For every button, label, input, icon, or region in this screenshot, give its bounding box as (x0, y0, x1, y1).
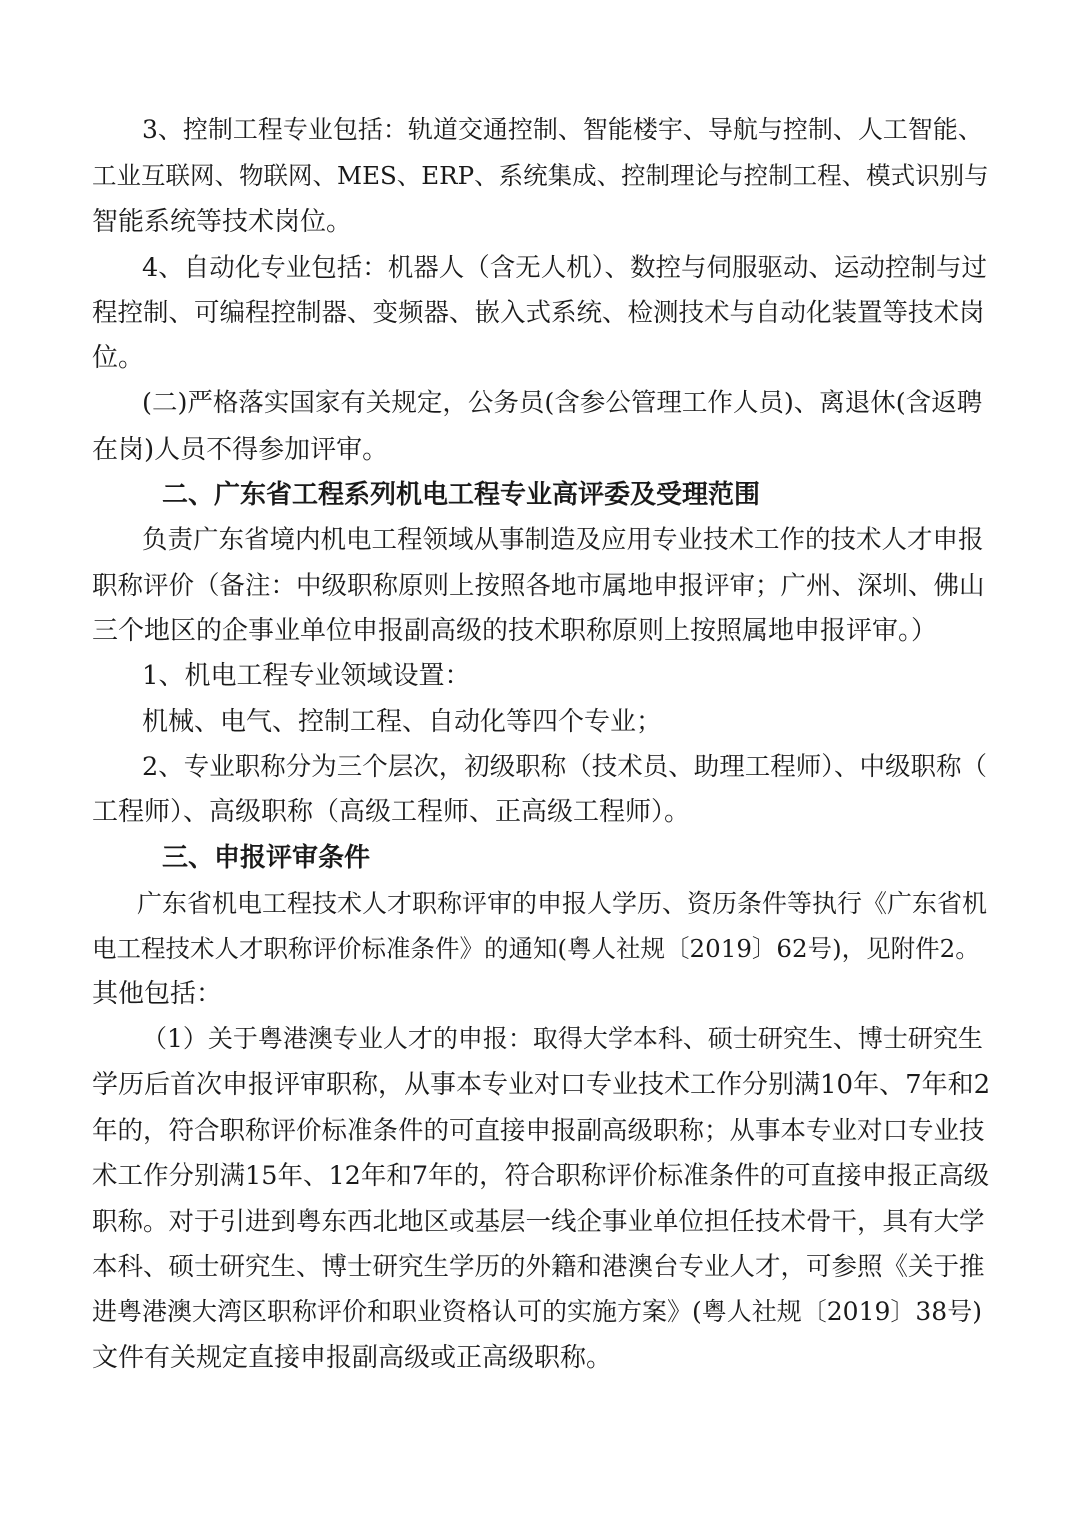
line-gba-1: （1）关于粤港澳专业人才的申报：取得大学本科、硕士研究生、博士研究生 (142, 1024, 983, 1053)
line-control-eng-3: 智能系统等技术岗位。 (92, 207, 353, 237)
line-regulation-1: (二)严格落实国家有关规定，公务员(含参公管理工作人员)、离退休(含返聘 (142, 388, 983, 418)
line-scope-1: 负责广东省境内机电工程领域从事制造及应用专业技术工作的技术人才申报 (142, 525, 984, 555)
line-gba-2: 学历后首次申报评审职称，从事本专业对口专业技术工作分别满10年、7年和2 (92, 1070, 991, 1100)
line-levels-2: 工程师）、高级职称（高级工程师、正高级工程师）。 (92, 797, 691, 827)
line-automation-2: 程控制、可编程控制器、变频器、嵌入式系统、检测技术与自动化装置等技术岗 (92, 298, 985, 328)
line-gba-4: 术工作分别满15年、12年和7年的，符合职称评价标准条件的可直接申报正高级 (92, 1161, 990, 1191)
line-field-setting: 1、机电工程专业领域设置： (142, 661, 471, 691)
line-scope-3: 三个地区的企事业单位申报副高级的技术职称原则上按照属地申报评审。） (92, 616, 938, 646)
section-heading-2: 二、广东省工程系列机电工程专业高评委及受理范围 (162, 480, 761, 510)
line-gba-7: 进粤港澳大湾区职称评价和职业资格认可的实施方案》(粤人社规〔2019〕38号) (92, 1297, 982, 1326)
line-conditions-2: 电工程技术人才职称评价标准条件》的通知(粤人社规〔2019〕62号)，见附件2。 (92, 934, 980, 963)
section-heading-3: 三、申报评审条件 (162, 843, 371, 873)
line-scope-2: 职称评价（备注：中级职称原则上按照各地市属地申报评审；广州、深圳、佛山 (92, 571, 985, 601)
line-automation-3: 位。 (92, 343, 145, 373)
line-gba-3: 年的，符合职称评价标准条件的可直接申报副高级职称；从事本专业对口专业技 (92, 1116, 985, 1146)
line-gba-8: 文件有关规定直接申报副高级或正高级职称。 (92, 1343, 613, 1373)
line-conditions-3: 其他包括： (92, 979, 223, 1009)
line-control-eng-1: 3、控制工程专业包括：轨道交通控制、智能楼宇、导航与控制、人工智能、 (142, 115, 983, 144)
line-conditions-1: 广东省机电工程技术人才职称评审的申报人学历、资历条件等执行《广东省机 (137, 889, 988, 918)
line-gba-6: 本科、硕士研究生、博士研究生学历的外籍和港澳台专业人才，可参照《关于推 (92, 1252, 985, 1282)
line-regulation-2: 在岗)人员不得参加评审。 (92, 435, 389, 465)
line-automation-1: 4、自动化专业包括：机器人（含无人机）、数控与伺服驱动、运动控制与过 (142, 253, 987, 283)
line-levels-1: 2、专业职称分为三个层次，初级职称（技术员、助理工程师）、中级职称（ (142, 752, 987, 782)
line-gba-5: 职称。对于引进到粤东西北地区或基层一线企事业单位担任技术骨干，具有大学 (92, 1207, 985, 1237)
line-four-majors: 机械、电气、控制工程、自动化等四个专业； (142, 707, 663, 737)
line-control-eng-2: 工业互联网、物联网、MES、ERP、系统集成、控制理论与控制工程、模式识别与 (92, 161, 989, 190)
document-page (92, 108, 997, 1438)
